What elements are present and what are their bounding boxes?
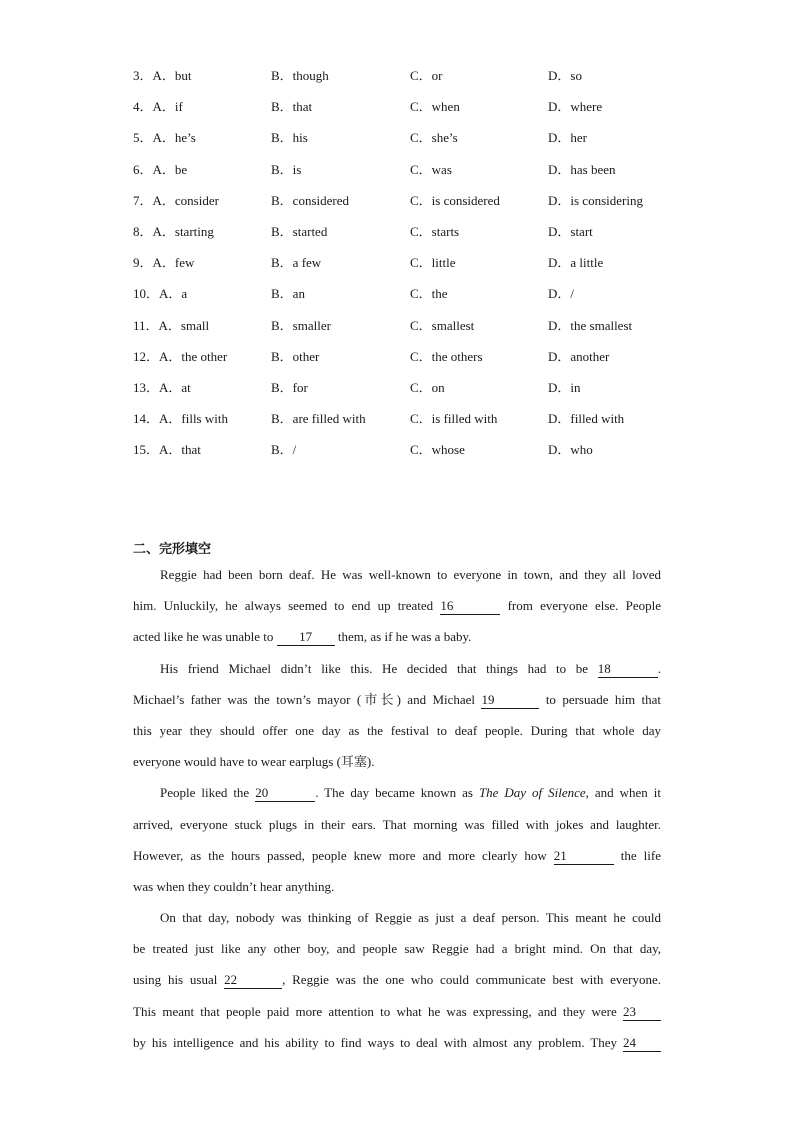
option-d: D．the smallest [548,317,633,333]
choice-row-10 [133,284,693,315]
option-d: D．her [548,130,587,146]
section-heading: 二、完形填空 [133,542,212,557]
text: from everyone else. People [500,598,661,614]
text: arrived, everyone stuck plugs in their ears. That morning was filled with jokes and laughter. [133,816,661,832]
choice-list [133,66,693,471]
choice-row-4 [133,97,693,128]
option-c: C．the others [410,348,483,364]
festival-name: The Day of Silence [478,785,586,801]
text: Michael’s father was the town’s mayor (市长) and Michael [133,691,482,707]
option-a: 14．A．fills with [133,411,228,427]
option-a: 10．A．a [133,286,188,302]
option-b: B．is [271,161,302,177]
option-d: D．start [548,223,593,239]
choice-row-9 [133,253,693,284]
passage-line [133,846,661,877]
option-a: 3．A．but [133,68,192,83]
passage-line [133,752,661,783]
option-a: 12．A．the other [133,348,228,364]
option-a: 8．A．starting [133,223,214,239]
option-a: 9．A．few [133,255,195,271]
text: him. Unluckily, he always seemed to end up treated [133,598,441,614]
text: Reggie had been born deaf. He was well-known to everyone in town, and they all loved [160,567,661,582]
text: be treated just like any other boy, and people saw Reggie had a bright mind. On that day, [133,941,661,957]
text: was when they couldn’t hear anything. [133,878,335,894]
answer-blank-23[interactable]: 23 [623,1004,661,1021]
option-c: C．whose [410,442,465,458]
answer-blank-20[interactable]: 20 [255,785,315,802]
option-a: 15．A．that [133,442,201,458]
text: This meant that people paid more attention to what he was expressing, and they were [133,1003,623,1019]
option-b: B．for [271,379,308,395]
text: , Reggie was the one who could communicate best with everyone. [282,972,661,988]
text: People liked the [160,785,256,801]
cloze-passage [133,565,661,1064]
choice-row-7 [133,191,693,222]
choice-row-6 [133,160,693,191]
option-c: C．she’s [410,130,458,146]
text: this year they should offer one day as the festival to deaf people. During that whole day [133,722,661,738]
option-c: C．was [410,161,452,177]
text: . The day became known as [315,785,479,801]
option-d: D．/ [548,286,575,302]
text: by his intelligence and his ability to find ways to deal with almost any problem. They [133,1034,623,1050]
text: everyone would have to wear earplugs (耳塞). [133,754,375,770]
option-c: C．smallest [410,317,475,333]
answer-blank-19[interactable]: 19 [481,692,539,709]
text: acted like he was unable to [133,629,277,645]
choice-row-15 [133,440,693,471]
option-a: 13．A．at [133,379,191,395]
text: , and when it [585,785,661,801]
option-d: D．in [548,379,581,395]
text: them, as if he was a baby. [334,629,472,645]
option-b: B．that [271,99,313,115]
answer-blank-17[interactable]: 17 [277,629,335,646]
passage-line [133,815,661,846]
option-b: B．other [271,348,320,364]
answer-blank-18[interactable]: 18 [598,661,658,678]
option-a: 4．A．if [133,99,183,115]
option-d: D．so [548,68,582,83]
passage-line [133,596,661,627]
passage-line [133,690,661,721]
text: His friend Michael didn’t like this. He decided that things had to be [160,660,598,676]
option-d: D．who [548,442,593,458]
option-d: D．another [548,348,610,364]
passage-line [133,659,661,690]
passage-line [133,939,661,970]
text: using his usual [133,972,225,988]
answer-blank-22[interactable]: 22 [224,972,282,989]
option-a: 6．A．be [133,161,188,177]
text: to persuade him that [539,691,661,707]
option-b: B．are filled with [271,411,366,427]
option-b: B．his [271,130,308,146]
passage-line [133,783,661,814]
option-b: B．smaller [271,317,331,333]
answer-blank-16[interactable]: 16 [440,598,500,615]
option-b: B．/ [271,442,297,458]
text: . [657,660,661,676]
option-d: D．where [548,99,603,115]
option-c: C．or [410,68,443,83]
option-c: C．is considered [410,192,500,208]
text: the life [613,847,661,863]
option-a: 5．A．he’s [133,130,196,146]
choice-row-12 [133,347,693,378]
passage-line [133,970,661,1001]
passage-line [133,721,661,752]
answer-blank-21[interactable]: 21 [554,848,614,865]
option-a: 11．A．small [133,317,210,333]
choice-row-11 [133,316,693,347]
choice-row-8 [133,222,693,253]
option-d: D．a little [548,255,604,271]
text: On that day, nobody was thinking of Reggie as just a deaf person. This meant he could [160,910,661,926]
text: However, as the hours passed, people knew more and more clearly how [133,847,554,863]
choice-row-3 [133,66,693,97]
option-a: 7．A．consider [133,192,219,208]
passage-line [133,1033,661,1064]
choice-row-5 [133,128,693,159]
option-c: C．is filled with [410,411,498,427]
option-c: C．little [410,255,456,271]
option-c: C．starts [410,223,460,239]
option-b: B．an [271,286,305,302]
passage-line [133,1002,661,1033]
option-d: D．filled with [548,411,625,427]
option-b: B．a few [271,255,322,271]
option-c: C．on [410,379,445,395]
option-c: C．when [410,99,460,115]
option-b: B．started [271,223,328,239]
option-c: C．the [410,286,448,302]
option-d: D．has been [548,161,616,177]
answer-blank-24[interactable]: 24 [623,1035,661,1052]
option-b: B．though [271,68,329,83]
passage-line [133,877,661,908]
option-b: B．considered [271,192,349,208]
choice-row-14 [133,409,693,440]
choice-row-13 [133,378,693,409]
passage-line [133,565,661,596]
passage-line [133,627,661,658]
passage-line [133,908,661,939]
option-d: D．is considering [548,192,643,208]
